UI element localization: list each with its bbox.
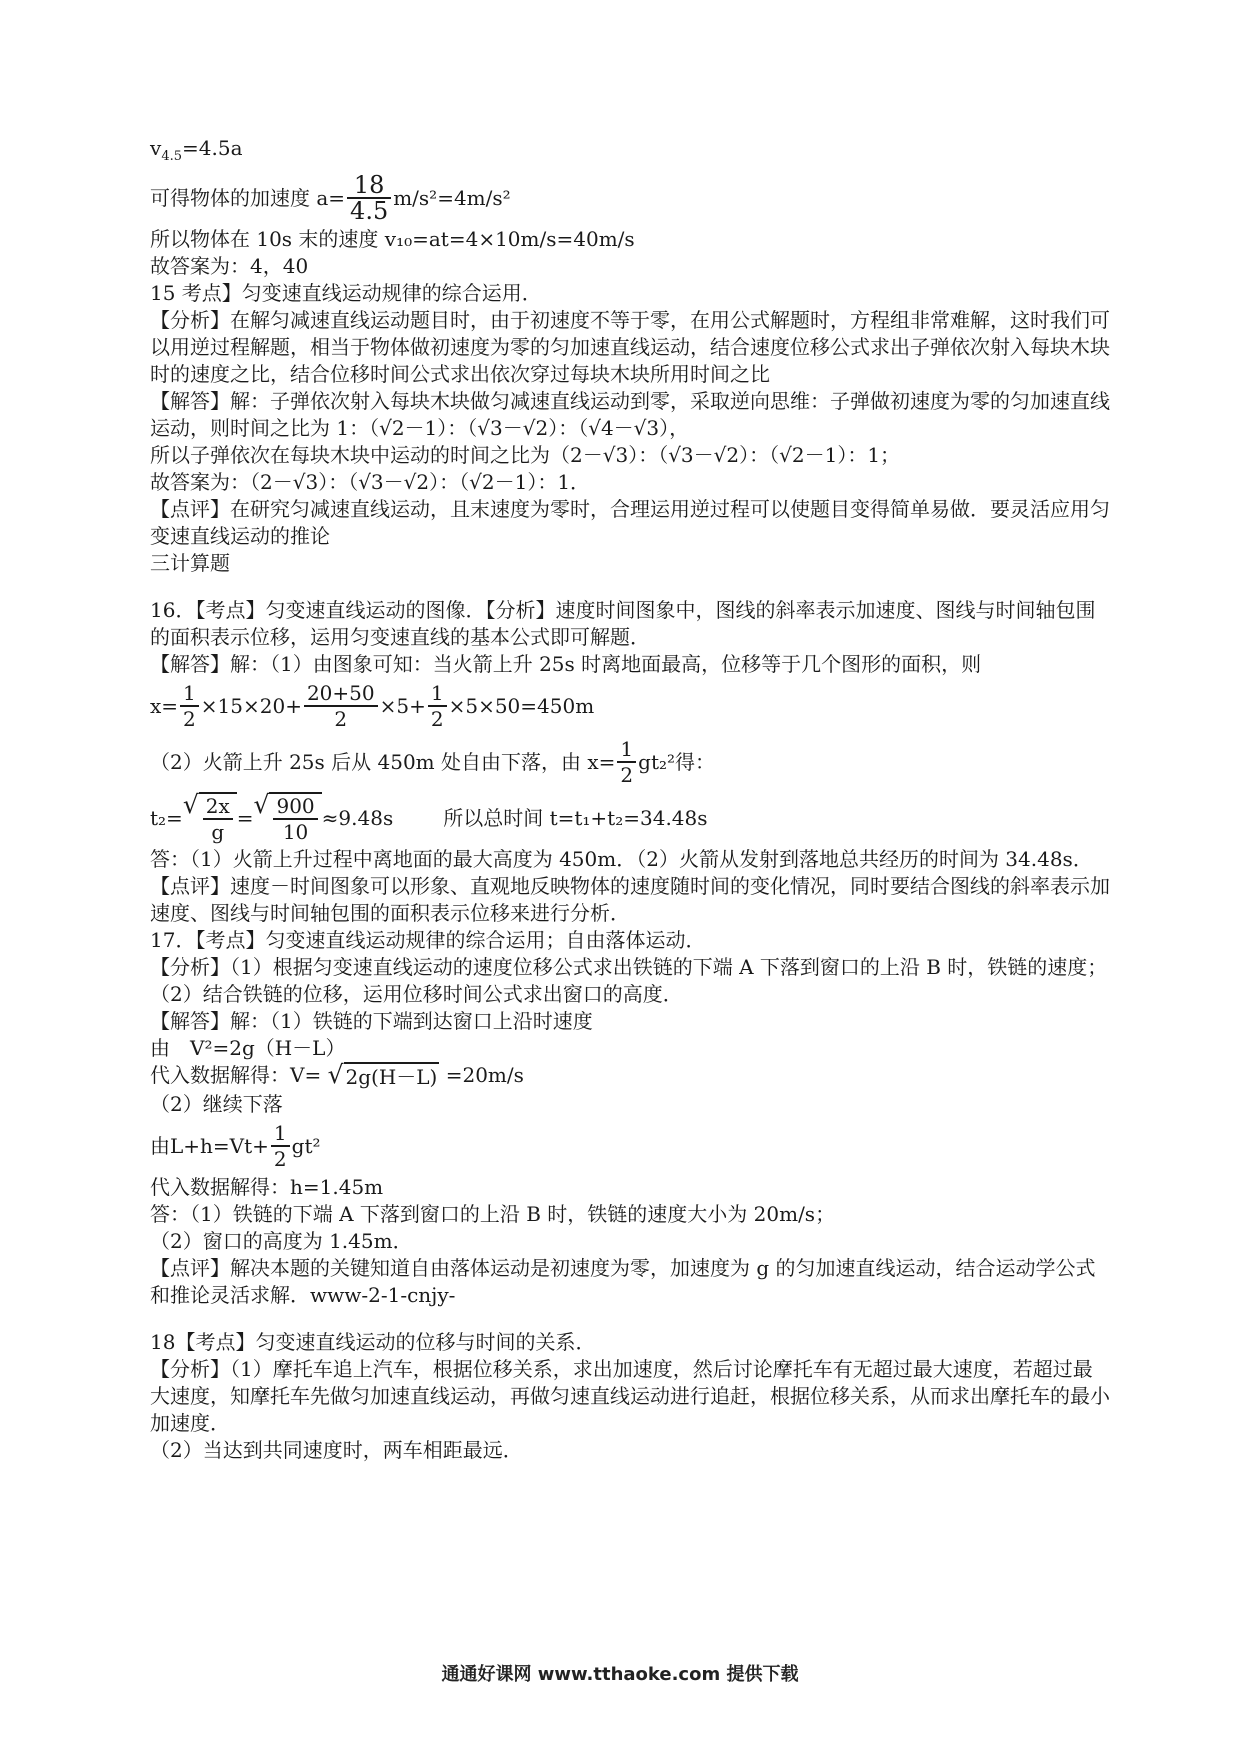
paragraph: 【分析】（1）摩托车追上汽车，根据位移关系，求出加速度，然后讨论摩托车有无超过最大速度，若超过最大速度，知摩托车先做匀加速直线运动，再做匀速直线运动进行追赶，根据位移关系，从而求出摩托车的最小加速度．	[150, 1357, 1110, 1435]
paragraph: 【分析】在解匀减速直线运动题目时，由于初速度不等于零，在用公式解题时，方程组非常难解，这时我们可以用逆过程解题，相当于物体做初速度为零的匀加速直线运动，结合速度位移公式求出子弹依次射入每块木块时的速度之比，结合位移时间公式求出依次穿过每块木块所用时间之比	[150, 308, 1110, 386]
fraction: $\frac{1}{2}$	[617, 737, 636, 787]
fraction: $\frac{1}{2}$	[271, 1121, 290, 1171]
paragraph: 16．【考点】匀变速直线运动的图像．【分析】速度时间图象中，图线的斜率表示加速度、图线与时间轴包围的面积表示位移，运用匀变速直线的基本公式即可解题．	[150, 598, 1096, 649]
text-line: 所以子弹依次在每块木块中运动的时间之比为（2－√3）：（√3－√2）：（√2－1）：1；	[150, 443, 901, 467]
paragraph: 答：（1）火箭上升过程中离地面的最大高度为 450m．（2）火箭从发射到落地总共经历的时间为 34.48s．	[150, 847, 1093, 871]
formula-line: x= $\frac{1}{2}$ ×15×20+ $\frac{20+50}{2}$ ×5+ $\frac{1}{2}$ ×5×50=450m	[150, 681, 595, 731]
text-line: （2）结合铁链的位移，运用位移时间公式求出窗口的高度．	[150, 982, 683, 1006]
text-line: 15 考点】匀变速直线运动规律的综合运用．	[150, 281, 542, 305]
text-line: 18【考点】匀变速直线运动的位移与时间的关系．	[150, 1330, 596, 1354]
fraction: $\frac{1}{2}$	[428, 681, 447, 731]
text-line: （2）窗口的高度为 1.45m．	[150, 1229, 413, 1253]
paragraph: 【解答】解：子弹依次射入每块木块做匀减速直线运动到零，采取逆向思维：子弹做初速度为零的匀加速直线运动，则时间之比为 1：（√2－1）：（√3－√2）：（√4－√3），	[150, 389, 1110, 440]
text-line: 【解答】解：（1）铁链的下端到达窗口上沿时速度	[150, 1009, 593, 1033]
text-line: （2）继续下落	[150, 1092, 283, 1116]
paragraph: 【点评】解决本题的关键知道自由落体运动是初速度为零，加速度为 g 的匀加速直线运动，结合运动学公式和推论灵活求解．www-2-1-cnjy-	[150, 1256, 1096, 1307]
fraction: $\frac{20+50}{2}$	[304, 681, 378, 731]
text-line: $v_{4.5}=4.5a$	[150, 136, 243, 164]
formula-line: 代入数据解得：V= √ 2g(H－L) =20m/s	[150, 1060, 524, 1089]
text-line: 所以物体在 10s 末的速度 v₁₀=at=4×10m/s=40m/s	[150, 227, 635, 251]
document-body	[150, 135, 1110, 1464]
square-root: √ $\frac{900}{10}$	[254, 792, 322, 844]
square-root: √ $\frac{2x}{g}$	[183, 792, 237, 844]
formula-line: 可得物体的加速度 a= $\frac{18}{4.5}$ m/s²=4m/s²	[150, 171, 511, 225]
text-line: 故答案为：（2－√3）：（√3－√2）：（√2－1）：1．	[150, 470, 591, 494]
text-line: 17．【考点】匀变速直线运动规律的综合运用；自由落体运动．	[150, 928, 706, 952]
square-root: √ 2g(H－L)	[327, 1060, 438, 1089]
paragraph: 【点评】速度－时间图象可以形象、直观地反映物体的速度随时间的变化情况，同时要结合图线的斜率表示加速度、图线与时间轴包围的面积表示位移来进行分析．	[150, 874, 1110, 925]
formula-line: 由L+h=Vt+ $\frac{1}{2}$ gt²	[150, 1121, 321, 1171]
text-line: 由 V²=2g（H－L）	[150, 1036, 346, 1060]
section-heading: 三计算题	[150, 551, 230, 575]
paragraph: 【点评】在研究匀减速直线运动，且末速度为零时，合理运用逆过程可以使题目变得简单易做．要灵活应用匀变速直线运动的推论	[150, 497, 1110, 548]
text-line: （2）当达到共同速度时，两车相距最远．	[150, 1438, 523, 1462]
text-line: 故答案为：4，40	[150, 254, 309, 278]
formula-line: （2）火箭上升 25s 后从 450m 处自由下落，由 x= $\frac{1}{2}$ gt₂²得：	[150, 737, 716, 787]
text-line: 答：（1）铁链的下端 A 下落到窗口的上沿 B 时，铁链的速度大小为 20m/s；	[150, 1202, 836, 1226]
text-line: 【解答】解：（1）由图象可知：当火箭上升 25s 时离地面最高，位移等于几个图形的面积，则	[150, 652, 982, 676]
text-line: 代入数据解得：h=1.45m	[150, 1175, 384, 1199]
formula-line: t₂= √ $\frac{2x}{g}$ = √ $\frac{900}{10}$ ≈9.48s 所以总时间 t=t₁+t₂=34.48s	[150, 790, 708, 844]
paragraph: 【分析】（1）根据匀变速直线运动的速度位移公式求出铁链的下端 A 下落到窗口的上沿 B 时，铁链的速度；	[150, 955, 1108, 979]
fraction: $\frac{18}{4.5}$	[347, 173, 391, 223]
page-footer: 通通好课网 www.tthaoke.com 提供下载	[441, 1664, 799, 1685]
fraction: $\frac{1}{2}$	[180, 681, 199, 731]
